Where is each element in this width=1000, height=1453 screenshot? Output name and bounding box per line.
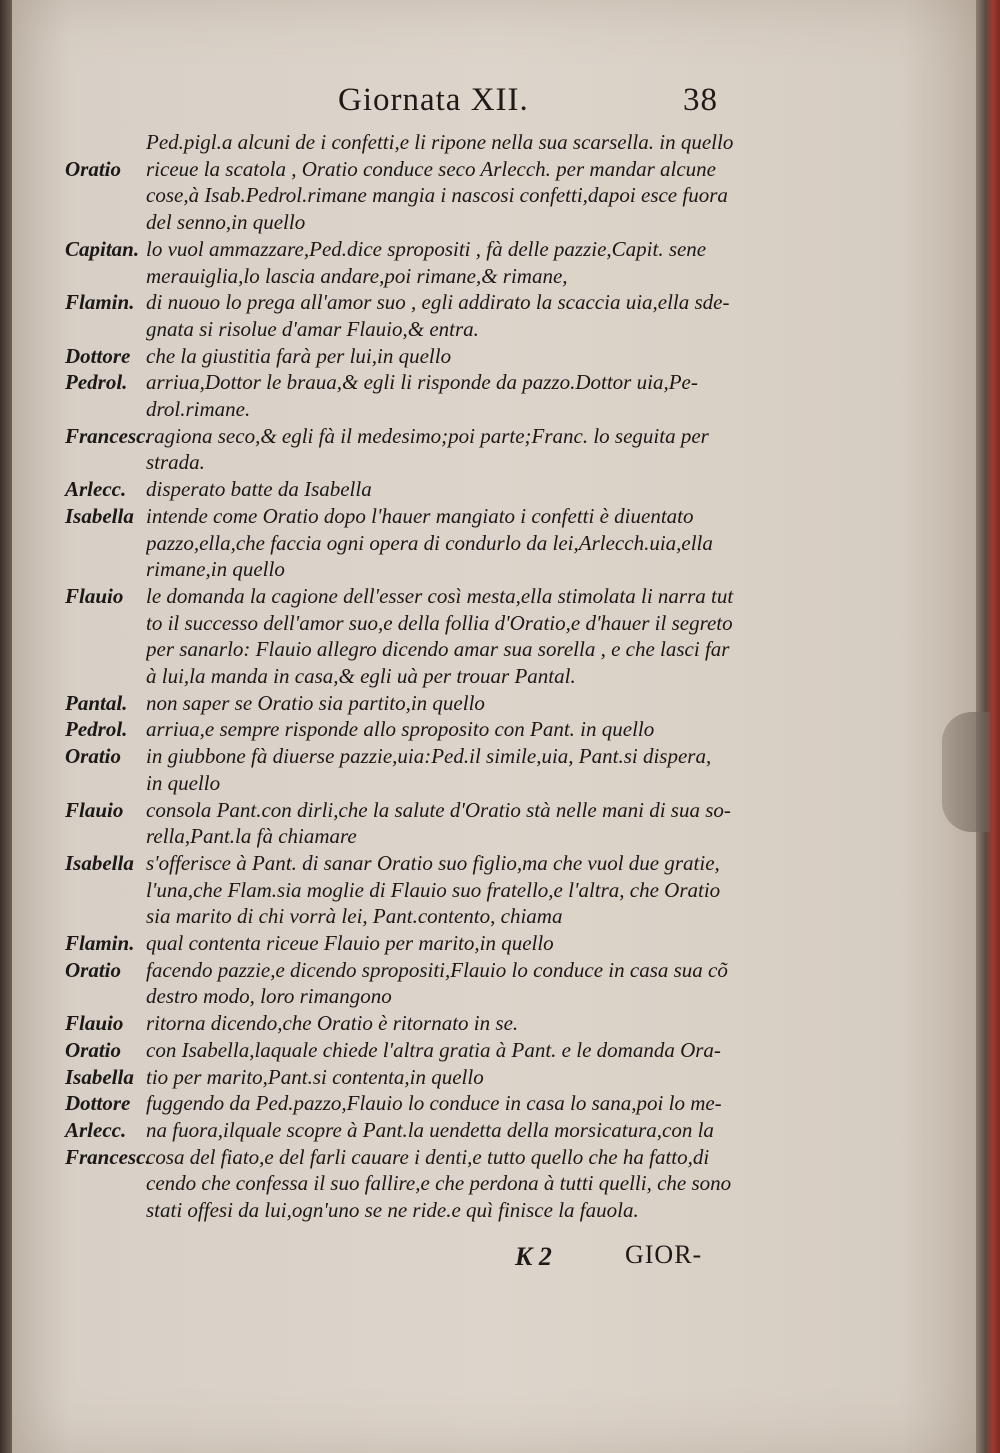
- stage-direction: rella,Pant.la fà chiamare: [146, 824, 357, 849]
- stage-direction: fuggendo da Ped.pazzo,Flauio lo conduce in casa lo sana,poi lo me-: [146, 1091, 722, 1116]
- stage-direction: sia marito di chi vorrà lei, Pant.contento, chiama: [146, 904, 563, 929]
- stage-direction: riceue la scatola , Oratio conduce seco Arlecch. per mandar alcune: [146, 156, 716, 181]
- stage-direction: arriua,Dottor le braua,& egli li risponde da pazzo.Dottor uia,Pe-: [146, 370, 698, 395]
- speaker-name: Dottore: [65, 1091, 131, 1116]
- stage-direction: che la giustitia farà per lui,in quello: [146, 343, 452, 368]
- stage-direction: non saper se Oratio sia partito,in quello: [146, 690, 485, 715]
- stage-direction: cose,à Isab.Pedrol.rimane mangia i nascosi confetti,dapoi esce fuora: [146, 183, 728, 208]
- stage-direction: pazzo,ella,che faccia ogni opera di condurlo da lei,Arlecch.uia,ella: [146, 530, 713, 555]
- catchword: GIOR-: [625, 1240, 703, 1269]
- page-number: 38: [683, 82, 718, 118]
- book-clasp: [942, 712, 990, 832]
- speaker-name: Flamin.: [65, 931, 135, 955]
- speaker-name: Isabella: [65, 503, 134, 528]
- stage-direction: del senno,in quello: [146, 210, 306, 235]
- speaker-name: Francesc.: [65, 1144, 151, 1169]
- stage-direction: intende come Oratio dopo l'hauer mangiato i confetti è diuentato: [146, 503, 694, 528]
- stage-direction: ritorna dicendo,che Oratio è ritornato in se.: [146, 1011, 519, 1036]
- stage-direction: le domanda la cagione dell'esser così mesta,ella stimolata li narra tut: [146, 583, 734, 608]
- stage-direction: di nuouo lo prega all'amor suo , egli addirato la scaccia uia,ella sde-: [146, 290, 730, 315]
- speaker-name: Arlecc.: [65, 477, 127, 502]
- speaker-name: Capitan.: [65, 236, 140, 261]
- stage-direction: ragiona seco,& egli fà il medesimo;poi parte;Franc. lo seguita per: [146, 423, 709, 448]
- stage-direction: consola Pant.con dirli,che la salute d'Oratio stà nelle mani di sua so-: [146, 797, 731, 822]
- stage-direction: merauiglia,lo lascia andare,poi rimane,& rimane,: [146, 263, 568, 288]
- stage-direction: destro modo, loro rimangono: [146, 984, 392, 1009]
- stage-direction: tio per marito,Pant.si contenta,in quello: [146, 1064, 484, 1089]
- stage-direction: facendo pazzie,e dicendo spropositi,Flauio lo conduce in casa sua cõ: [146, 957, 728, 982]
- stage-direction: stati offesi da lui,ogn'uno se ne ride.e quì finisce la fauola.: [146, 1198, 639, 1222]
- speaker-name: Pedrol.: [65, 717, 128, 742]
- speaker-name: Francesc.: [65, 423, 151, 448]
- stage-direction: per sanarlo: Flauio allegro dicendo amar sua sorella , e che lasci far: [146, 637, 730, 662]
- running-header: [338, 82, 718, 126]
- stage-direction: arriua,e sempre risponde allo sproposito con Pant. in quello: [146, 717, 655, 742]
- stage-direction: s'offerisce à Pant. di sanar Oratio suo figlio,ma che vuol due gratie,: [146, 850, 720, 875]
- stage-direction: lo vuol ammazzare,Ped.dice spropositi , fà delle pazzie,Capit. sene: [146, 236, 707, 261]
- stage-direction: qual contenta riceue Flauio per marito,in quello: [146, 931, 554, 955]
- speaker-name: Pedrol.: [65, 370, 128, 395]
- speaker-name: Flauio: [65, 1011, 124, 1036]
- signature-mark: K 2: [515, 1242, 552, 1271]
- page-footer: [515, 1240, 745, 1276]
- speaker-name: Pantal.: [65, 690, 128, 715]
- speaker-name: Oratio: [65, 1037, 122, 1062]
- speaker-name: Isabella: [65, 850, 134, 875]
- stage-direction: à lui,la manda in casa,& egli uà per trouar Pantal.: [146, 664, 576, 688]
- speaker-name: Arlecc.: [65, 1117, 127, 1142]
- speaker-name: Oratio: [65, 957, 122, 982]
- stage-direction: cosa del fiato,e del farli cauare i denti,e tutto quello che ha fatto,di: [146, 1144, 710, 1169]
- stage-direction: in giubbone fà diuerse pazzie,uia:Ped.il simile,uia, Pant.si dispera,: [146, 744, 712, 769]
- stage-direction: Ped.pigl.a alcuni de i confetti,e li ripone nella sua scarsella. in quello: [146, 130, 734, 154]
- speaker-name: Oratio: [65, 156, 122, 181]
- book-spine-shadow: [0, 0, 12, 1453]
- stage-direction: cendo che confessa il suo fallire,e che perdona à tutti quelli, che sono: [146, 1171, 732, 1196]
- speaker-name: Isabella: [65, 1064, 134, 1089]
- page-title: Giornata XII.: [338, 82, 529, 118]
- speaker-name: Dottore: [65, 343, 131, 368]
- stage-direction: gnata si risolue d'amar Flauio,& entra.: [146, 316, 479, 341]
- stage-direction: rimane,in quello: [146, 557, 285, 582]
- stage-direction: disperato batte da Isabella: [146, 477, 372, 502]
- speaker-name: Flauio: [65, 797, 124, 822]
- stage-direction: drol.rimane.: [146, 397, 251, 421]
- stage-direction: in quello: [146, 770, 221, 795]
- stage-direction: na fuora,ilquale scopre à Pant.la uendetta della morsicatura,con la: [146, 1117, 714, 1142]
- speaker-name: Flauio: [65, 583, 124, 608]
- speaker-name: Flamin.: [65, 290, 135, 315]
- stage-direction: strada.: [146, 450, 205, 475]
- stage-direction: l'una,che Flam.sia moglie di Flauio suo fratello,e l'altra, che Oratio: [146, 877, 721, 902]
- stage-direction: con Isabella,laquale chiede l'altra gratia à Pant. e le domanda Ora-: [146, 1037, 721, 1062]
- speaker-name: Oratio: [65, 744, 122, 769]
- stage-direction: to il successo dell'amor suo,e della follia d'Oratio,e d'hauer il segreto: [146, 610, 733, 635]
